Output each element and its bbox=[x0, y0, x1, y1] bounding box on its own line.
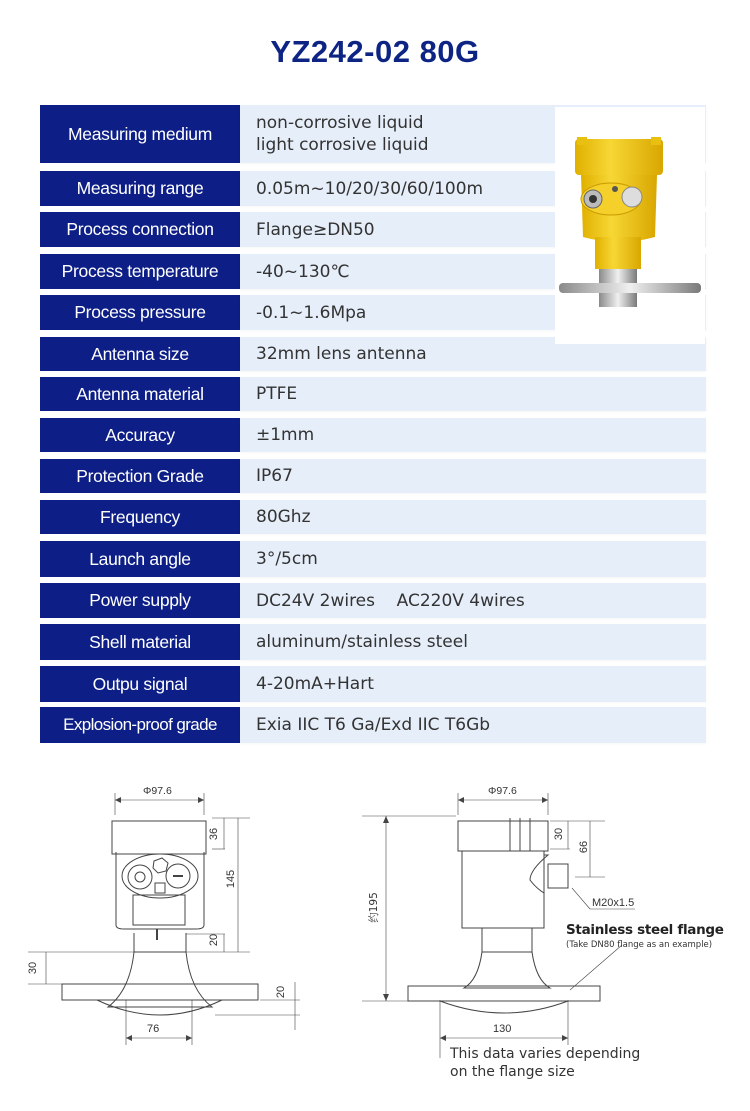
spec-value bbox=[240, 418, 706, 452]
front-diameter-label: Φ97.6 bbox=[143, 785, 172, 797]
spec-label: Launch angle bbox=[40, 541, 240, 577]
front-flange-label: 20 bbox=[275, 985, 288, 999]
radar-level-meter-image bbox=[555, 107, 705, 344]
spec-value-line: aluminum/stainless steel bbox=[256, 632, 468, 652]
spec-label: Accuracy bbox=[40, 418, 240, 452]
spec-value-line: -40~130℃ bbox=[256, 261, 350, 282]
spec-row-antenna-material bbox=[40, 377, 706, 411]
spec-value-line: ±1mm bbox=[256, 425, 315, 445]
spec-label: Measuring range bbox=[40, 171, 240, 206]
spec-value-line: IP67 bbox=[256, 466, 293, 486]
side-total-height-label: 约195 bbox=[367, 892, 380, 923]
note-line: on the flange size bbox=[450, 1064, 575, 1080]
flange-callout-title: Stainless steel flange bbox=[566, 922, 724, 938]
spec-value bbox=[240, 541, 706, 577]
side-diameter-label: Φ97.6 bbox=[488, 785, 517, 797]
spec-value-line: 4-20mA+Hart bbox=[256, 674, 374, 694]
spec-label: Measuring medium bbox=[40, 105, 240, 163]
spec-label: Process connection bbox=[40, 212, 240, 247]
spec-label: Process temperature bbox=[40, 254, 240, 289]
spec-value-line: PTFE bbox=[256, 384, 298, 404]
front-body-height-label: 145 bbox=[225, 869, 238, 889]
spec-value-line: 32mm lens antenna bbox=[256, 344, 427, 364]
front-lens-width-label: 76 bbox=[147, 1023, 160, 1035]
spec-value bbox=[240, 377, 706, 411]
spec-value-line: 3°/5cm bbox=[256, 549, 318, 569]
spec-value-line: -0.1~1.6Mpa bbox=[256, 302, 367, 323]
spec-label: Shell material bbox=[40, 624, 240, 660]
front-neck-label: 20 bbox=[208, 933, 221, 947]
spec-row-shell-material bbox=[40, 624, 706, 660]
spec-row-frequency bbox=[40, 500, 706, 534]
spec-label: Antenna material bbox=[40, 377, 240, 411]
spec-label: Protection Grade bbox=[40, 459, 240, 493]
spec-value bbox=[240, 583, 706, 618]
spec-row-explosion-proof-grade bbox=[40, 707, 706, 743]
front-cap-height-label: 36 bbox=[208, 827, 221, 841]
spec-value-line: DC24V 2wires AC220V 4wires bbox=[256, 590, 525, 611]
spec-row-launch-angle bbox=[40, 541, 706, 577]
spec-value-line: 0.05m~10/20/30/60/100m bbox=[256, 178, 484, 199]
flange-callout-subtitle: (Take DN80 flange as an example) bbox=[566, 940, 713, 950]
spec-value-line: 80Ghz bbox=[256, 507, 311, 527]
spec-label: Power supply bbox=[40, 583, 240, 618]
spec-label: Outpu signal bbox=[40, 666, 240, 702]
spec-value bbox=[240, 459, 706, 493]
spec-row-accuracy bbox=[40, 418, 706, 452]
spec-value-line: Flange≥DN50 bbox=[256, 219, 375, 240]
spec-row-output-signal bbox=[40, 666, 706, 702]
product-title: YZ242-02 80G bbox=[270, 34, 480, 69]
flange-size-note bbox=[450, 1045, 640, 1081]
spec-value-line: Exia IIC T6 Ga/Exd IIC T6Gb bbox=[256, 715, 491, 735]
product-photo bbox=[555, 107, 705, 344]
spec-value bbox=[240, 500, 706, 534]
gland-thread-label: M20x1.5 bbox=[592, 897, 635, 909]
spec-row-protection-grade bbox=[40, 459, 706, 493]
front-horn-label: 30 bbox=[27, 961, 40, 975]
side-flange-width-label: 130 bbox=[493, 1023, 512, 1035]
spec-label: Frequency bbox=[40, 500, 240, 534]
spec-value bbox=[240, 666, 706, 702]
spec-value bbox=[240, 707, 706, 743]
side-cap-label: 30 bbox=[553, 827, 566, 841]
note-line: This data varies depending bbox=[450, 1046, 641, 1062]
spec-label: Process pressure bbox=[40, 295, 240, 330]
spec-value bbox=[240, 624, 706, 660]
spec-row-power-supply bbox=[40, 583, 706, 618]
spec-label: Explosion-proof grade bbox=[40, 707, 240, 743]
spec-value-line: non-corrosive liquid bbox=[256, 113, 424, 133]
spec-label: Antenna size bbox=[40, 337, 240, 371]
side-gland-offset-label: 66 bbox=[578, 840, 591, 854]
spec-value-line: light corrosive liquid bbox=[256, 135, 429, 155]
